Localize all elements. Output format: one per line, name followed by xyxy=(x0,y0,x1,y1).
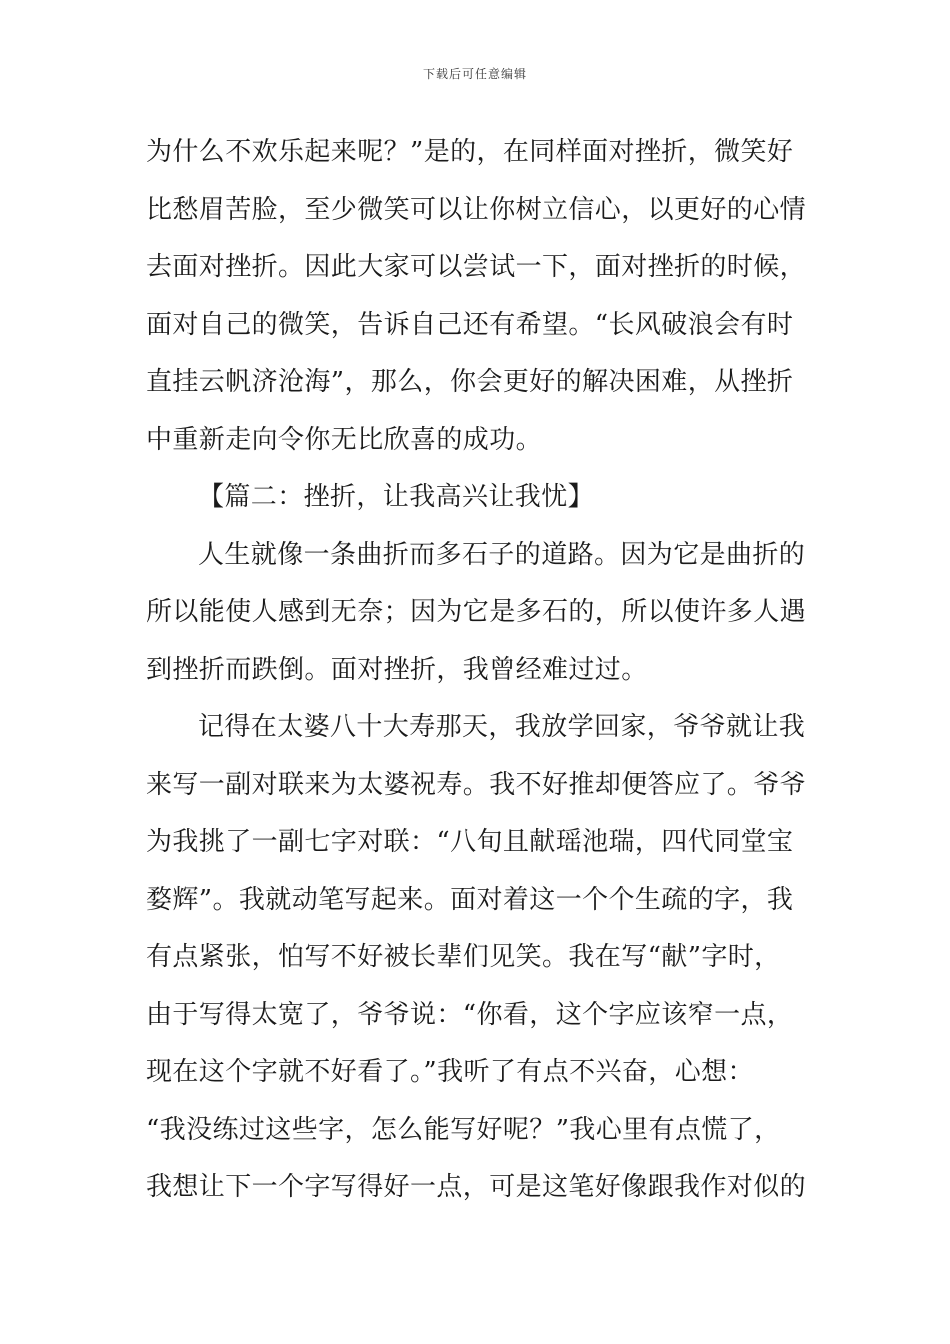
document-body xyxy=(146,124,816,1217)
text-line: 中重新走向令你无比欣喜的成功。 xyxy=(146,424,543,455)
text-line: 由于写得太宽了，爷爷说：“你看，这个字应该窄一点， xyxy=(146,999,794,1030)
text-line: 为什么不欢乐起来呢？”是的，在同样面对挫折，微笑好 xyxy=(146,137,794,167)
text-line: 现在这个字就不好看了。”我听了有点不兴奋，心想： xyxy=(146,1057,754,1087)
text-line: 来写一副对联来为太婆祝寿。我不好推却便答应了。爷爷 xyxy=(146,769,807,800)
text-line: 所以能使人感到无奈；因为它是多石的，所以使许多人遇 xyxy=(146,597,807,627)
text-line: 我想让下一个字写得好一点，可是这笔好像跟我作对似的 xyxy=(146,1172,807,1202)
text-line: 到挫折而跌倒。面对挫折，我曾经难过过。 xyxy=(146,654,648,685)
text-line: 人生就像一条曲折而多石子的道路。因为它是曲折的 xyxy=(198,539,806,570)
text-line: 记得在太婆八十大寿那天，我放学回家，爷爷就让我 xyxy=(198,712,806,742)
text-line: 婺辉”。我就动笔写起来。面对着这一个个生疏的字，我 xyxy=(146,884,794,915)
text-line: 面对自己的微笑，告诉自己还有希望。“长风破浪会有时 xyxy=(146,309,794,340)
text-line: 有点紧张，怕写不好被长辈们见笑。我在写“献”字时， xyxy=(146,942,781,972)
text-line: 去面对挫折。因此大家可以尝试一下，面对挫折的时候， xyxy=(146,252,807,282)
page-header: 下载后可任意编辑 xyxy=(422,67,527,81)
section-heading: 【篇二：挫折，让我高兴让我忧】 xyxy=(198,482,595,512)
text-line: 比愁眉苦脸，至少微笑可以让你树立信心，以更好的心情 xyxy=(146,194,807,225)
text-line: 为我挑了一副七字对联：“八旬且献瑶池瑞，四代同堂宝 xyxy=(146,827,794,857)
text-line: “我没练过这些字，怎么能写好呢？”我心里有点慌了， xyxy=(146,1114,781,1145)
text-line: 直挂云帆济沧海”，那么，你会更好的解决困难，从挫折 xyxy=(146,367,794,397)
